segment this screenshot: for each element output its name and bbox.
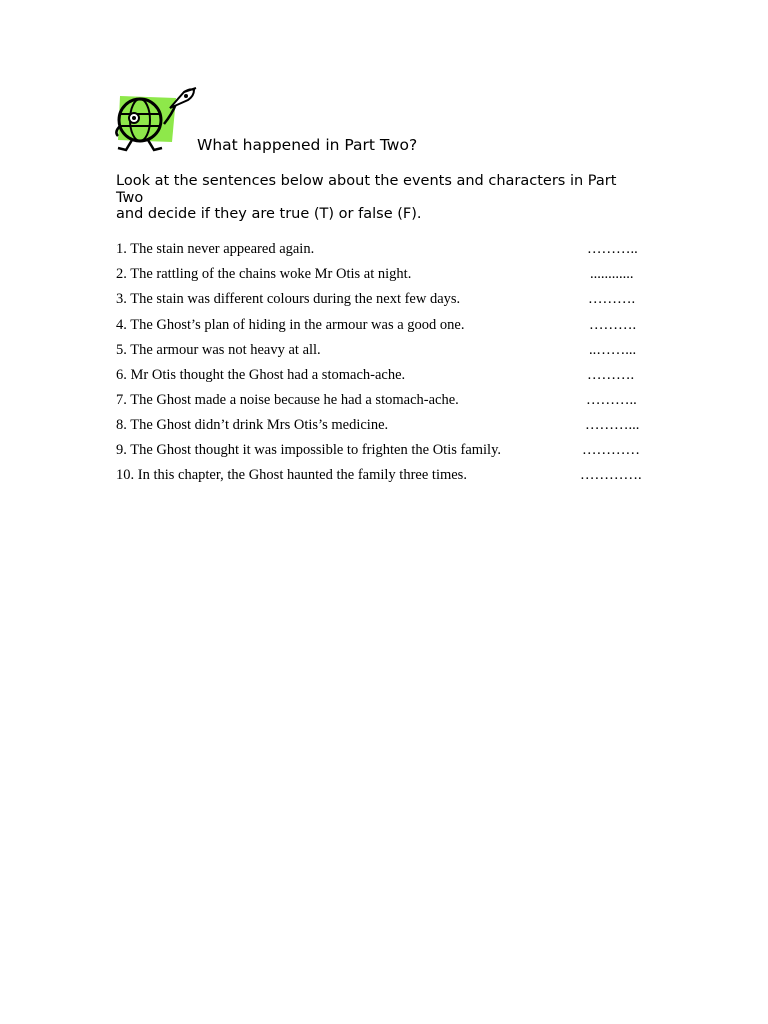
answer-blank[interactable]: ………. <box>587 367 635 383</box>
answer-blank[interactable]: ………... <box>585 417 640 433</box>
question-text: 1. The stain never appeared again. <box>116 241 315 257</box>
instructions-line: Look at the sentences below about the events and characters in Part <box>116 173 617 189</box>
question-row <box>116 315 676 335</box>
question-row <box>116 340 676 360</box>
globe-character-with-rocket-icon <box>114 86 200 154</box>
instructions-line: and decide if they are true (T) or false (F). <box>116 206 422 222</box>
question-row <box>116 289 676 309</box>
answer-blank[interactable]: …………. <box>580 467 642 483</box>
question-text: 2. The rattling of the chains woke Mr Otis at night. <box>116 266 412 282</box>
question-text: 5. The armour was not heavy at all. <box>116 342 321 358</box>
question-row <box>116 264 676 284</box>
question-row <box>116 365 676 385</box>
answer-blank[interactable]: ………… <box>582 442 640 458</box>
question-text: 6. Mr Otis thought the Ghost had a stomach-ache. <box>116 367 406 383</box>
question-text: 7. The Ghost made a noise because he had a stomach-ache. <box>116 392 459 408</box>
instructions-line: Two <box>116 189 144 206</box>
question-row <box>116 440 676 460</box>
question-text: 8. The Ghost didn’t drink Mrs Otis’s medicine. <box>116 417 389 433</box>
page-title: What happened in Part Two? <box>197 136 418 154</box>
answer-blank[interactable]: ............ <box>590 266 634 282</box>
instructions <box>116 173 676 223</box>
answer-blank[interactable]: ………. <box>588 291 636 307</box>
answer-blank[interactable]: ……….. <box>586 392 637 408</box>
question-row <box>116 239 676 259</box>
answer-blank[interactable]: ……….. <box>587 241 638 257</box>
question-text: 4. The Ghost’s plan of hiding in the armour was a good one. <box>116 317 465 333</box>
question-text: 10. In this chapter, the Ghost haunted the family three times. <box>116 467 467 483</box>
question-row <box>116 415 676 435</box>
question-text: 3. The stain was different colours during the next few days. <box>116 291 461 307</box>
question-text: 9. The Ghost thought it was impossible to frighten the Otis family. <box>116 442 502 458</box>
answer-blank[interactable]: ………. <box>589 317 637 333</box>
question-row <box>116 465 676 485</box>
question-row <box>116 390 676 410</box>
answer-blank[interactable]: ..……... <box>589 342 637 358</box>
